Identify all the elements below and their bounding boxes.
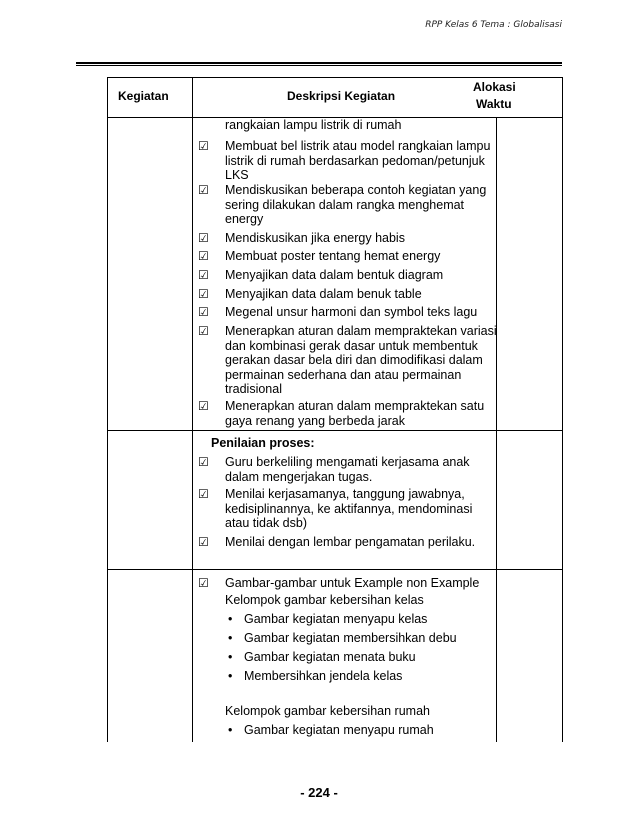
table-row-divider-1 (107, 430, 562, 431)
list-item-text: Menyajikan data dalam benuk table (225, 287, 422, 301)
list-item-text: Guru berkeliling mengamati kerjasama anak dalam mengerjakan tugas. (225, 455, 470, 484)
checkbox-checked-icon: ☑ (198, 455, 209, 469)
list-item-text: Menerapkan aturan dalam mempraktekan variasi dan kombinasi gerak dasar untuk membentuk gerakan dasar bela diri dan dimodifikasi dalam permainan sederhana dan atau permainan tradisional (225, 324, 497, 396)
checkbox-checked-icon: ☑ (198, 183, 209, 197)
group-title: Kelompok gambar kebersihan kelas (225, 593, 424, 607)
table-border-right (562, 77, 563, 742)
list-item-text: Gambar-gambar untuk Example non Example (225, 576, 480, 590)
page-number: - 224 - (300, 785, 338, 800)
table-border-left (107, 77, 108, 742)
bullet-icon: • (228, 650, 233, 664)
header-kegiatan: Kegiatan (118, 89, 169, 103)
checkbox-checked-icon: ☑ (198, 535, 209, 549)
bullet-item: Gambar kegiatan menyapu rumah (244, 723, 434, 737)
list-item-text: Megenal unsur harmoni dan symbol teks lagu (225, 305, 478, 319)
checkbox-checked-icon: ☑ (198, 576, 209, 590)
header-alokasi: Alokasi (473, 80, 516, 94)
bullet-icon: • (228, 612, 233, 626)
checkbox-checked-icon: ☑ (198, 231, 209, 245)
header-title: RPP Kelas 6 Tema : Globalisasi (425, 20, 562, 30)
bullet-item: Gambar kegiatan menyapu kelas (244, 612, 428, 626)
list-item-text: Menerapkan aturan dalam mempraktekan satu gaya renang yang berbeda jarak (225, 399, 485, 428)
checkbox-checked-icon: ☑ (198, 324, 209, 338)
checkbox-checked-icon: ☑ (198, 139, 209, 153)
bullet-item: Gambar kegiatan menata buku (244, 650, 416, 664)
header-rule-thin (76, 65, 562, 66)
list-item-text: Menyajikan data dalam bentuk diagram (225, 268, 444, 282)
list-item-text: Membuat bel listrik atau model rangkaian lampu listrik di rumah berdasarkan pedoman/petunjuk LKS (225, 139, 491, 182)
bullet-icon: • (228, 631, 233, 645)
group-title: Kelompok gambar kebersihan rumah (225, 704, 430, 718)
checkbox-checked-icon: ☑ (198, 268, 209, 282)
checkbox-checked-icon: ☑ (198, 399, 209, 413)
bullet-item: Gambar kegiatan membersihkan debu (244, 631, 457, 645)
header-rule (76, 62, 562, 64)
continued-line: rangkaian lampu listrik di rumah (225, 118, 402, 132)
checkbox-checked-icon: ☑ (198, 249, 209, 263)
list-item-text: Mendiskusikan beberapa contoh kegiatan yang sering dilakukan dalam rangka menghemat energy (225, 183, 487, 226)
header-deskripsi: Deskripsi Kegiatan (287, 89, 396, 103)
table-border-top (107, 77, 562, 78)
table-row-divider-2 (107, 569, 562, 570)
header-waktu: Waktu (476, 97, 512, 111)
bullet-icon: • (228, 723, 233, 737)
list-item-text: Membuat poster tentang hemat energy (225, 249, 441, 263)
list-item-text: Menilai dengan lembar pengamatan perilaku. (225, 535, 476, 549)
list-item-text: Menilai kerjasamanya, tanggung jawabnya, kedisiplinannya, ke aktifannya, mendominasi atau tidak dsb) (225, 487, 473, 530)
checkbox-checked-icon: ☑ (198, 287, 209, 301)
section-title: Penilaian proses: (211, 436, 315, 450)
bullet-icon: • (228, 669, 233, 683)
checkbox-checked-icon: ☑ (198, 305, 209, 319)
list-item-text: Mendiskusikan jika energy habis (225, 231, 405, 245)
checkbox-checked-icon: ☑ (198, 487, 209, 501)
table-col-divider-1 (192, 77, 193, 742)
bullet-item: Membersihkan jendela kelas (244, 669, 403, 683)
